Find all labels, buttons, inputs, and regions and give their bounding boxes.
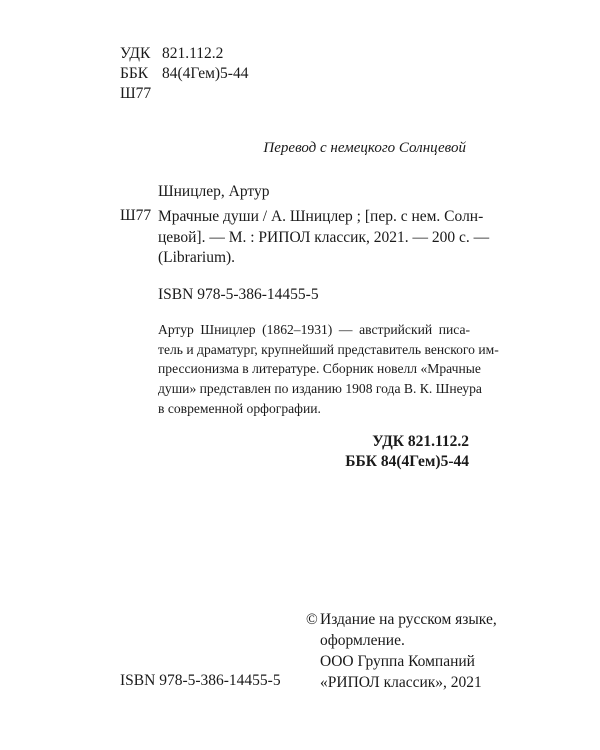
udk-value: 821.112.2 — [162, 45, 224, 62]
copyright-symbol: © — [306, 611, 318, 628]
translation-note: Перевод с немецкого Солнцевой — [263, 140, 466, 156]
copyright-line: оформление. — [320, 632, 405, 649]
bbk-value: 84(4Гем)5-44 — [162, 65, 249, 82]
cutter-code: Ш77 — [120, 85, 152, 102]
annotation-line: прессионизма в литературе. Сборник новелл «Мрачные — [158, 361, 481, 377]
annotation — [158, 320, 499, 419]
copyright-block — [306, 609, 497, 693]
classification-block — [120, 44, 248, 104]
description-line: (Librarium). — [158, 249, 236, 266]
annotation-line: Артур Шницлер (1862–1931) — австрийский писа- — [158, 322, 470, 337]
codes-right-block — [345, 432, 469, 472]
record-isbn: ISBN 978-5-386-14455-5 — [158, 286, 319, 303]
bbk-bold: ББК 84(4Гем)5-44 — [345, 453, 469, 470]
copyright-line: Издание на русском языке, — [320, 611, 497, 628]
description-line: цевой]. — М. : РИПОЛ классик, 2021. — 200 с. — — [158, 228, 490, 246]
bbk-row — [120, 64, 248, 84]
udk-label: УДК — [120, 45, 151, 62]
bottom-isbn: ISBN 978-5-386-14455-5 — [120, 672, 281, 689]
copyright-line: ООО Группа Компаний — [320, 653, 475, 670]
description-line: Мрачные души / А. Шницлер ; [пер. с нем. Солн- — [158, 208, 484, 225]
annotation-line: души» представлен по изданию 1908 года В. К. Шнеура — [158, 381, 482, 397]
annotation-line: в современной орфографии. — [158, 400, 321, 416]
record-author: Шницлер, Артур — [158, 183, 270, 200]
udk-row — [120, 44, 248, 64]
record-cutter: Ш77 — [120, 207, 152, 224]
udk-bold: УДК 821.112.2 — [372, 433, 469, 450]
bbk-label: ББК — [120, 65, 149, 82]
annotation-line: тель и драматург, крупнейший представитель венского им- — [158, 341, 499, 357]
cutter-row — [120, 84, 248, 104]
copyright-line: «РИПОЛ классик», 2021 — [320, 674, 482, 691]
record-description — [158, 207, 490, 269]
